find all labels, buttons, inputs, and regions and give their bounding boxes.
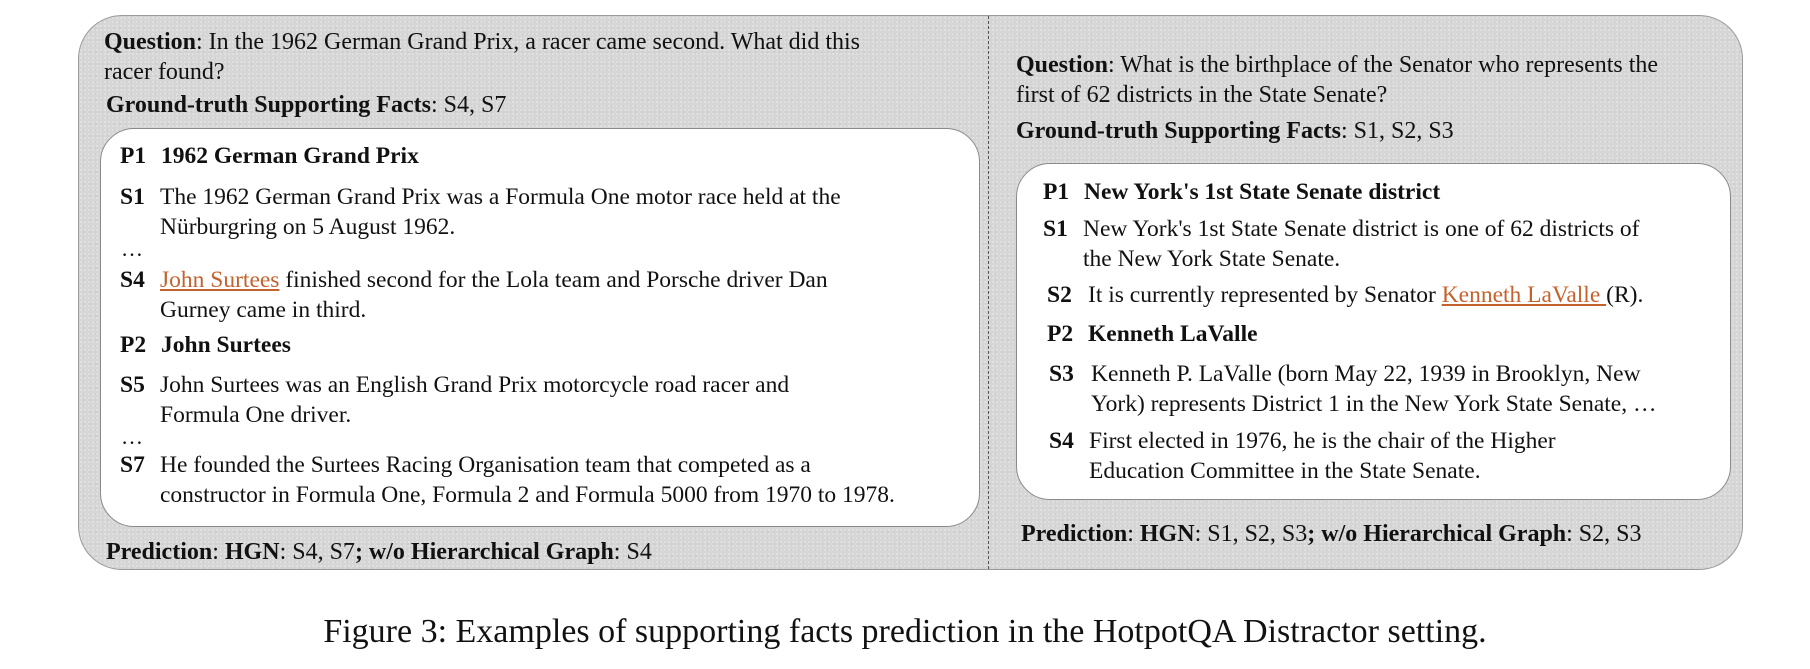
- left-s5-id: S5: [120, 372, 145, 398]
- right-s4-line2: Education Committee in the State Senate.: [1089, 458, 1481, 484]
- left-question: [104, 27, 860, 58]
- left-ellipsis-1: …: [121, 236, 143, 261]
- left-hgn-label: HGN: [224, 539, 280, 565]
- left-prediction: [106, 537, 652, 568]
- left-s4-line1-rest: finished second for the Lola team and Porsche driver Dan: [279, 267, 828, 293]
- left-pred-label: Prediction: [106, 539, 213, 565]
- right-s2-id: S2: [1047, 282, 1072, 308]
- right-p1-title: New York's 1st State Senate district: [1084, 179, 1441, 205]
- right-ground-truth: [1016, 116, 1454, 147]
- left-gt-label: Ground-truth Supporting Facts: [106, 92, 431, 118]
- left-s7-id: S7: [120, 452, 145, 478]
- left-s4-entity-link[interactable]: John Surtees: [160, 267, 280, 293]
- right-s1-line2: the New York State Senate.: [1083, 246, 1341, 272]
- left-paragraph-card: [100, 128, 980, 527]
- right-wo-label: ; w/o Hierarchical Graph: [1307, 521, 1567, 547]
- right-question: [1016, 50, 1658, 81]
- right-pred-sep: :: [1127, 521, 1140, 547]
- left-question-text: : In the 1962 German Grand Prix, a racer came second. What did this: [196, 29, 861, 55]
- right-s2-line1-pre: It is currently represented by Senator: [1088, 282, 1442, 308]
- left-p2-title: John Surtees: [161, 332, 291, 358]
- right-p2-title: Kenneth LaValle: [1088, 321, 1258, 347]
- left-s1-id: S1: [120, 184, 145, 210]
- right-question-text: : What is the birthplace of the Senator who represents the: [1108, 52, 1659, 78]
- right-hgn-label: HGN: [1139, 521, 1195, 547]
- right-s3-line2: York) represents District 1 in the New York State Senate, …: [1091, 391, 1657, 417]
- left-p2-id: P2: [120, 332, 147, 358]
- right-s2-line1-post: (R).: [1606, 282, 1644, 308]
- left-s5-line2: Formula One driver.: [160, 402, 352, 428]
- left-gt-value: : S4, S7: [430, 92, 507, 118]
- left-s1-line1: The 1962 German Grand Prix was a Formula One motor race held at the: [160, 184, 841, 210]
- right-hgn-value: : S1, S2, S3: [1194, 521, 1308, 547]
- right-s4-id: S4: [1049, 428, 1074, 454]
- right-s3-id: S3: [1049, 361, 1074, 387]
- left-s4-id: S4: [120, 267, 145, 293]
- left-pred-sep: :: [212, 539, 225, 565]
- left-s4-line2: Gurney came in third.: [160, 297, 367, 323]
- right-s2-line1: [1088, 280, 1643, 310]
- figure-caption: Figure 3: Examples of supporting facts prediction in the HotpotQA Distractor setting.: [323, 613, 1487, 650]
- right-wo-value: : S2, S3: [1566, 521, 1642, 547]
- left-ground-truth: [106, 90, 506, 121]
- right-prediction: [1021, 519, 1642, 550]
- left-s7-line2: constructor in Formula One, Formula 2 and Formula 5000 from 1970 to 1978.: [160, 482, 895, 508]
- right-s3-line1: Kenneth P. LaValle (born May 22, 1939 in Brooklyn, New: [1091, 361, 1641, 387]
- left-s5-line1: John Surtees was an English Grand Prix motorcycle road racer and: [160, 372, 790, 398]
- left-question-label: Question: [104, 29, 197, 55]
- right-question-line2: first of 62 districts in the State Senate?: [1016, 82, 1388, 108]
- left-wo-value: : S4: [613, 539, 652, 565]
- right-s1-line1: New York's 1st State Senate district is one of 62 districts of: [1083, 216, 1640, 242]
- right-p2-id: P2: [1047, 321, 1074, 347]
- left-p1-id: P1: [120, 143, 147, 169]
- left-s4-line1: [160, 265, 828, 295]
- left-wo-label: ; w/o Hierarchical Graph: [354, 539, 614, 565]
- right-s2-entity-link[interactable]: Kenneth LaValle: [1441, 282, 1607, 308]
- right-p1-id: P1: [1043, 179, 1070, 205]
- right-question-label: Question: [1016, 52, 1109, 78]
- right-s1-id: S1: [1043, 216, 1068, 242]
- left-p1-title: 1962 German Grand Prix: [161, 143, 419, 169]
- right-s4-line1: First elected in 1976, he is the chair of the Higher: [1089, 428, 1556, 454]
- panel-divider: [988, 16, 989, 569]
- left-ellipsis-2: …: [121, 424, 143, 449]
- left-question-line2: racer found?: [104, 59, 225, 85]
- right-gt-label: Ground-truth Supporting Facts: [1016, 118, 1341, 144]
- right-paragraph-card: [1016, 163, 1731, 500]
- right-gt-value: : S1, S2, S3: [1340, 118, 1454, 144]
- left-s7-line1: He founded the Surtees Racing Organisation team that competed as a: [160, 452, 811, 478]
- right-pred-label: Prediction: [1021, 521, 1128, 547]
- left-hgn-value: : S4, S7: [279, 539, 355, 565]
- left-s1-line2: Nürburgring on 5 August 1962.: [160, 214, 456, 240]
